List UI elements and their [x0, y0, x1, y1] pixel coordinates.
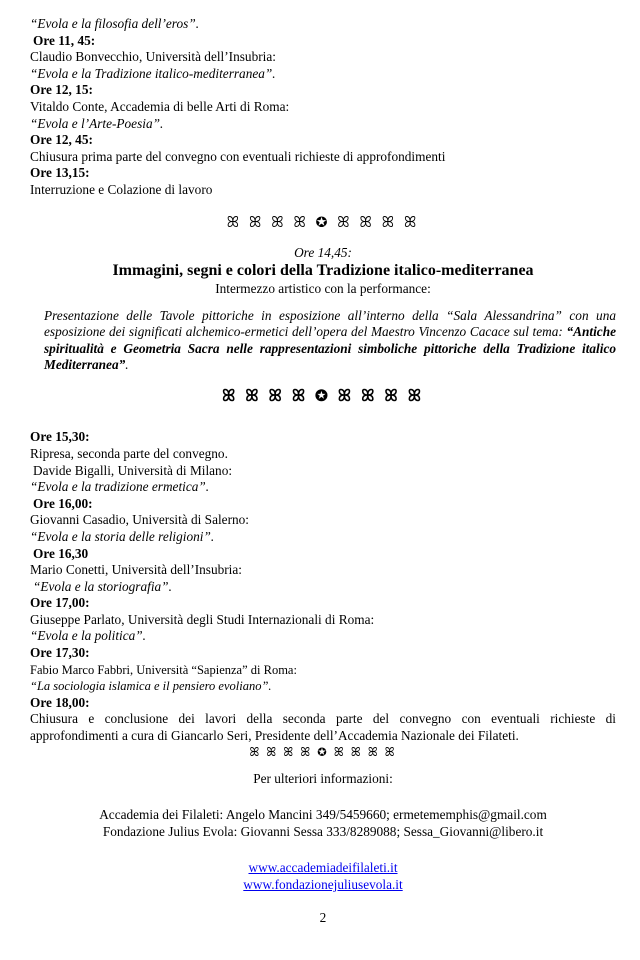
agenda-text: Chiusura prima parte del convegno con eventuali richieste di approfondimenti	[30, 148, 446, 164]
speaker: Fabio Marco Fabbri, Università “Sapienza” di Roma:	[30, 662, 297, 677]
talk-title: “Evola e la Tradizione italico-mediterranea”.	[30, 65, 276, 81]
time-slot: Ore 17,00:	[30, 595, 90, 611]
interlude-subtitle: Intermezzo artistico con la performance:	[215, 281, 431, 297]
talk-title: “Evola e la filosofia dell’eros”.	[30, 16, 200, 31]
talk-title: “Evola e la storiografia”.	[33, 578, 172, 594]
document-page	[30, 16, 616, 926]
speaker: Giuseppe Parlato, Università degli Studi Internazionali di Roma:	[30, 611, 375, 627]
page-number: 2	[319, 909, 327, 925]
website-link[interactable]	[30, 860, 616, 877]
interlude-title-part1: Immagini	[112, 262, 180, 280]
talk-title: “La sociologia islamica e il pensiero evoliano”.	[30, 679, 272, 694]
presentation-paragraph	[44, 308, 616, 374]
time-slot: Ore 18,00:	[30, 694, 90, 710]
website-link-text[interactable]: www.fondazionejuliusevola.it	[243, 877, 403, 892]
ornament-divider: ꕤ ꕤ ꕤ ꕤ ✪ ꕤ ꕤ ꕤ ꕤ	[221, 388, 425, 406]
ornament-divider: ꕤ ꕤ ꕤ ꕤ ✪ ꕤ ꕤ ꕤ ꕤ	[226, 214, 420, 231]
presentation-text: Presentazione delle Tavole pittoriche in esposizione all’interno della “Sala Alessandrina” con una esposizione dei significati alchemico-ermetici dell’opera del Maestro Vincenzo Cacace sul tema:	[44, 307, 616, 340]
time-slot: Ore 16,00:	[33, 495, 93, 511]
contact-line: Accademia dei Filaleti: Angelo Mancini 349/5459660; ermetememphis@gmail.com	[99, 807, 547, 823]
speaker: Vitaldo Conte, Accademia di belle Arti di Roma:	[30, 98, 290, 114]
time-slot: Ore 15,30:	[30, 429, 90, 445]
speaker: Giovanni Casadio, Università di Salerno:	[30, 512, 249, 528]
presentation-end: .	[125, 356, 129, 372]
agenda-text: Ripresa, seconda parte del convegno.	[30, 445, 228, 461]
time-slot: Ore 12, 45:	[30, 132, 93, 148]
interlude-title	[30, 261, 616, 281]
interlude-title-part2: , segni e colori della Tradizione italico-mediterranea	[179, 262, 534, 280]
talk-title: “Evola e la politica”.	[30, 628, 146, 644]
website-link[interactable]	[30, 877, 616, 894]
talk-title: “Evola e la tradizione ermetica”.	[30, 479, 210, 495]
closing-paragraph: Chiusura e conclusione dei lavori della seconda parte del convegno con eventuali richieste di approfondimenti a cura di Giancarlo Seri, Presidente dell’Accademia Nazionale dei Filateti.	[30, 711, 616, 744]
agenda-text: Interruzione e Colazione di lavoro	[30, 181, 213, 197]
presentation-theme: “Antiche spiritualità e Geometria Sacra nelle rappresentazioni simboliche pittoriche della Tradizione italico Mediterranea”	[44, 324, 616, 372]
time-slot: Ore 13,15:	[30, 165, 90, 181]
info-heading: Per ulteriori informazioni:	[253, 770, 393, 786]
contact-line: Fondazione Julius Evola: Giovanni Sessa 333/8289088; Sessa_Giovanni@libero.it	[102, 823, 544, 839]
ornament-divider: ꕤ ꕤ ꕤ ꕤ ✪ ꕤ ꕤ ꕤ ꕤ	[249, 744, 397, 759]
speaker: Mario Conetti, Università dell’Insubria:	[30, 562, 242, 578]
time-slot: Ore 17,30:	[30, 645, 90, 661]
time-slot: Ore 16,30	[33, 545, 89, 561]
talk-title: “Evola e la storia delle religioni”.	[30, 528, 215, 544]
talk-title: “Evola e l’Arte-Poesia”.	[30, 115, 164, 131]
time-slot: Ore 12, 15:	[30, 82, 93, 98]
speaker: Claudio Bonvecchio, Università dell’Insubria:	[30, 49, 276, 65]
speaker: Davide Bigalli, Università di Milano:	[33, 462, 233, 478]
website-link-text[interactable]: www.accademiadeifilaleti.it	[248, 860, 398, 876]
interlude-time: Ore 14,45:	[294, 244, 352, 260]
time-slot: Ore 11, 45:	[33, 32, 96, 48]
